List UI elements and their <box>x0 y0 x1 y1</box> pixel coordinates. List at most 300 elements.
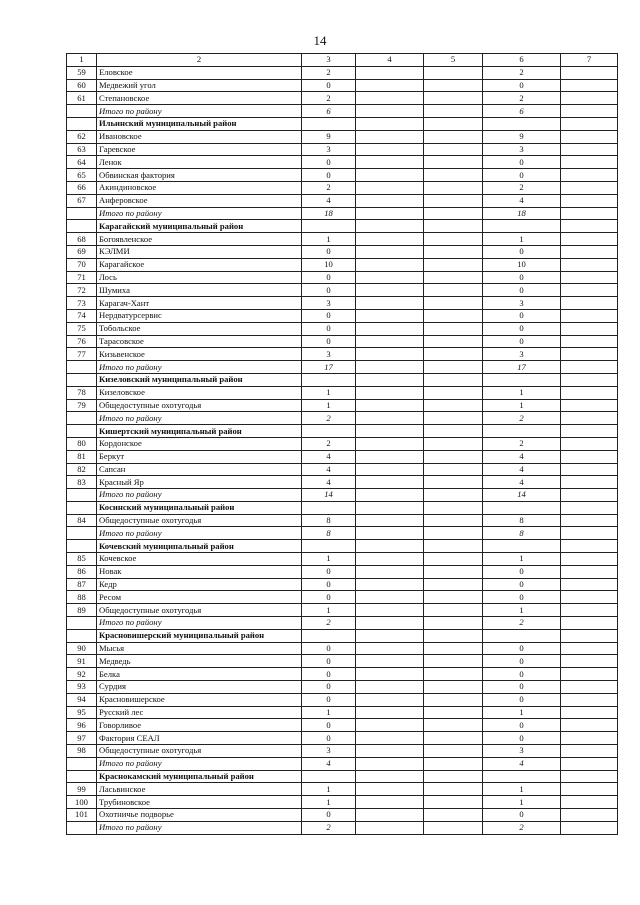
empty-cell <box>302 220 356 233</box>
col5-cell <box>424 604 483 617</box>
col5-cell <box>424 156 483 169</box>
ground-name: Кизеловское <box>97 386 302 399</box>
col5-cell <box>424 130 483 143</box>
col6-value: 3 <box>483 745 561 758</box>
table-row <box>67 194 618 207</box>
row-number-cell <box>67 770 97 783</box>
col7-cell <box>561 207 618 220</box>
col4-cell <box>356 181 424 194</box>
col3-value: 1 <box>302 796 356 809</box>
row-number: 86 <box>67 565 97 578</box>
col3-value: 8 <box>302 514 356 527</box>
col5-cell <box>424 181 483 194</box>
col4-cell <box>356 527 424 540</box>
empty-cell <box>356 540 424 553</box>
row-number: 96 <box>67 719 97 732</box>
table-row <box>67 463 618 476</box>
col7-cell <box>561 489 618 502</box>
district-name: Ильинский муниципальный район <box>97 117 302 130</box>
col6-value: 4 <box>483 450 561 463</box>
col6-value: 3 <box>483 297 561 310</box>
empty-cell <box>356 220 424 233</box>
empty-cell <box>483 425 561 438</box>
table-row <box>67 450 618 463</box>
col7-cell <box>561 745 618 758</box>
col6-value: 0 <box>483 169 561 182</box>
col6-value: 0 <box>483 335 561 348</box>
empty-cell <box>483 117 561 130</box>
col7-cell <box>561 617 618 630</box>
col5-cell <box>424 706 483 719</box>
row-number-cell <box>67 757 97 770</box>
col5-cell <box>424 655 483 668</box>
row-number: 64 <box>67 156 97 169</box>
empty-cell <box>561 117 618 130</box>
col3-value: 1 <box>302 233 356 246</box>
row-number: 69 <box>67 245 97 258</box>
total-col3: 8 <box>302 527 356 540</box>
district-header-row <box>67 220 618 233</box>
total-col6: 8 <box>483 527 561 540</box>
col3-value: 0 <box>302 668 356 681</box>
col5-cell <box>424 642 483 655</box>
row-number: 68 <box>67 233 97 246</box>
col7-cell <box>561 553 618 566</box>
col7-cell <box>561 578 618 591</box>
empty-cell <box>424 220 483 233</box>
ground-name: Гаревское <box>97 143 302 156</box>
col6-value: 0 <box>483 642 561 655</box>
total-col3: 2 <box>302 412 356 425</box>
col5-cell <box>424 578 483 591</box>
col4-cell <box>356 450 424 463</box>
row-number: 90 <box>67 642 97 655</box>
row-number: 91 <box>67 655 97 668</box>
column-header-row <box>67 54 618 67</box>
empty-cell <box>561 425 618 438</box>
col3-value: 0 <box>302 642 356 655</box>
district-header-row <box>67 770 618 783</box>
row-number: 89 <box>67 604 97 617</box>
row-number: 70 <box>67 258 97 271</box>
ground-name: Кедр <box>97 578 302 591</box>
col3-value: 3 <box>302 297 356 310</box>
ground-name: КЭЛМИ <box>97 245 302 258</box>
col5-cell <box>424 361 483 374</box>
row-number: 73 <box>67 297 97 310</box>
ground-name: Еловское <box>97 66 302 79</box>
col6-value: 0 <box>483 655 561 668</box>
col4-cell <box>356 105 424 118</box>
col5-cell <box>424 284 483 297</box>
col3-value: 1 <box>302 783 356 796</box>
ground-name: Карагайское <box>97 258 302 271</box>
table-row <box>67 642 618 655</box>
col5-cell <box>424 783 483 796</box>
table-row <box>67 681 618 694</box>
col6-value: 0 <box>483 322 561 335</box>
total-col6: 2 <box>483 617 561 630</box>
col6-value: 3 <box>483 143 561 156</box>
col4-cell <box>356 156 424 169</box>
col5-cell <box>424 66 483 79</box>
col3-value: 3 <box>302 143 356 156</box>
col4-cell <box>356 745 424 758</box>
col5-cell <box>424 92 483 105</box>
ground-name: Нердватурсервис <box>97 309 302 322</box>
col3-value: 0 <box>302 732 356 745</box>
row-number-cell <box>67 489 97 502</box>
col4-cell <box>356 591 424 604</box>
table-row <box>67 245 618 258</box>
col3-value: 0 <box>302 309 356 322</box>
empty-cell <box>424 425 483 438</box>
col5-cell <box>424 207 483 220</box>
col6-value: 0 <box>483 591 561 604</box>
ground-name: Тобольское <box>97 322 302 335</box>
column-header: 7 <box>561 54 618 67</box>
col6-value: 4 <box>483 476 561 489</box>
district-header-row <box>67 425 618 438</box>
row-number-cell <box>67 629 97 642</box>
col5-cell <box>424 489 483 502</box>
table-row <box>67 181 618 194</box>
col3-value: 3 <box>302 348 356 361</box>
col3-value: 2 <box>302 92 356 105</box>
table-row <box>67 476 618 489</box>
col7-cell <box>561 181 618 194</box>
col5-cell <box>424 79 483 92</box>
col3-value: 10 <box>302 258 356 271</box>
col4-cell <box>356 809 424 822</box>
col4-cell <box>356 757 424 770</box>
col3-value: 0 <box>302 335 356 348</box>
total-label: Итого по району <box>97 821 302 834</box>
col7-cell <box>561 565 618 578</box>
col5-cell <box>424 169 483 182</box>
row-number-cell <box>67 501 97 514</box>
col4-cell <box>356 821 424 834</box>
col6-value: 1 <box>483 783 561 796</box>
col3-value: 0 <box>302 565 356 578</box>
col5-cell <box>424 809 483 822</box>
col6-value: 1 <box>483 386 561 399</box>
col6-value: 0 <box>483 156 561 169</box>
total-col3: 2 <box>302 617 356 630</box>
col4-cell <box>356 258 424 271</box>
empty-cell <box>483 629 561 642</box>
col7-cell <box>561 757 618 770</box>
col3-value: 1 <box>302 604 356 617</box>
col7-cell <box>561 476 618 489</box>
row-number: 59 <box>67 66 97 79</box>
row-number: 60 <box>67 79 97 92</box>
col6-value: 1 <box>483 233 561 246</box>
col7-cell <box>561 92 618 105</box>
col7-cell <box>561 668 618 681</box>
col7-cell <box>561 693 618 706</box>
ground-name: Общедоступные охотугодья <box>97 745 302 758</box>
empty-cell <box>424 117 483 130</box>
col6-value: 0 <box>483 565 561 578</box>
col6-value: 2 <box>483 66 561 79</box>
total-col3: 17 <box>302 361 356 374</box>
ground-name: Степановское <box>97 92 302 105</box>
row-number-cell <box>67 540 97 553</box>
col7-cell <box>561 783 618 796</box>
ground-name: Фактория СЕАЛ <box>97 732 302 745</box>
ground-name: Кизьвенское <box>97 348 302 361</box>
col7-cell <box>561 821 618 834</box>
col3-value: 0 <box>302 809 356 822</box>
district-name: Кизеловский муниципальный район <box>97 373 302 386</box>
row-number: 95 <box>67 706 97 719</box>
hunting-grounds-table <box>66 53 618 835</box>
total-col6: 6 <box>483 105 561 118</box>
row-number: 81 <box>67 450 97 463</box>
col6-value: 2 <box>483 92 561 105</box>
ground-name: Красновишерское <box>97 693 302 706</box>
col4-cell <box>356 130 424 143</box>
col7-cell <box>561 386 618 399</box>
ground-name: Беркут <box>97 450 302 463</box>
empty-cell <box>561 373 618 386</box>
col4-cell <box>356 143 424 156</box>
ground-name: Мысья <box>97 642 302 655</box>
district-name: Кишертский муниципальный район <box>97 425 302 438</box>
row-number: 98 <box>67 745 97 758</box>
col6-value: 0 <box>483 271 561 284</box>
col4-cell <box>356 412 424 425</box>
col3-value: 2 <box>302 66 356 79</box>
col7-cell <box>561 463 618 476</box>
empty-cell <box>561 540 618 553</box>
col7-cell <box>561 348 618 361</box>
col7-cell <box>561 66 618 79</box>
col4-cell <box>356 309 424 322</box>
table-row <box>67 783 618 796</box>
total-col3: 2 <box>302 821 356 834</box>
total-label: Итого по району <box>97 207 302 220</box>
empty-cell <box>356 770 424 783</box>
district-total-row <box>67 412 618 425</box>
total-label: Итого по району <box>97 617 302 630</box>
col4-cell <box>356 233 424 246</box>
col5-cell <box>424 194 483 207</box>
total-col3: 6 <box>302 105 356 118</box>
empty-cell <box>356 629 424 642</box>
col5-cell <box>424 514 483 527</box>
col7-cell <box>561 450 618 463</box>
col7-cell <box>561 143 618 156</box>
empty-cell <box>356 117 424 130</box>
col4-cell <box>356 361 424 374</box>
col5-cell <box>424 322 483 335</box>
page-number: 14 <box>313 33 327 48</box>
col5-cell <box>424 105 483 118</box>
row-number: 63 <box>67 143 97 156</box>
col4-cell <box>356 92 424 105</box>
col6-value: 0 <box>483 668 561 681</box>
col3-value: 0 <box>302 578 356 591</box>
row-number: 82 <box>67 463 97 476</box>
col5-cell <box>424 335 483 348</box>
table-row <box>67 92 618 105</box>
col3-value: 1 <box>302 553 356 566</box>
col3-value: 4 <box>302 450 356 463</box>
col3-value: 9 <box>302 130 356 143</box>
col5-cell <box>424 681 483 694</box>
col5-cell <box>424 527 483 540</box>
ground-name: Охотничье подворье <box>97 809 302 822</box>
col5-cell <box>424 450 483 463</box>
ground-name: Лось <box>97 271 302 284</box>
col4-cell <box>356 642 424 655</box>
col3-value: 1 <box>302 386 356 399</box>
col4-cell <box>356 322 424 335</box>
col4-cell <box>356 437 424 450</box>
col4-cell <box>356 553 424 566</box>
ground-name: Русский лес <box>97 706 302 719</box>
col7-cell <box>561 591 618 604</box>
district-total-row <box>67 527 618 540</box>
table-row <box>67 258 618 271</box>
total-label: Итого по району <box>97 489 302 502</box>
row-number: 72 <box>67 284 97 297</box>
table-row <box>67 514 618 527</box>
ground-name: Кордонское <box>97 437 302 450</box>
ground-name: Новак <box>97 565 302 578</box>
total-col3: 18 <box>302 207 356 220</box>
col5-cell <box>424 719 483 732</box>
row-number-cell <box>67 527 97 540</box>
row-number: 78 <box>67 386 97 399</box>
col5-cell <box>424 271 483 284</box>
col7-cell <box>561 297 618 310</box>
empty-cell <box>356 373 424 386</box>
col5-cell <box>424 143 483 156</box>
row-number: 93 <box>67 681 97 694</box>
col3-value: 0 <box>302 655 356 668</box>
col4-cell <box>356 693 424 706</box>
district-header-row <box>67 540 618 553</box>
col7-cell <box>561 79 618 92</box>
row-number: 100 <box>67 796 97 809</box>
ground-name: Ресом <box>97 591 302 604</box>
table-row <box>67 809 618 822</box>
table-row <box>67 156 618 169</box>
col3-value: 0 <box>302 681 356 694</box>
column-header: 4 <box>356 54 424 67</box>
ground-name: Сапсан <box>97 463 302 476</box>
row-number-cell <box>67 373 97 386</box>
col7-cell <box>561 514 618 527</box>
ground-name: Обвинская фактория <box>97 169 302 182</box>
col7-cell <box>561 681 618 694</box>
table-row <box>67 565 618 578</box>
total-label: Итого по району <box>97 412 302 425</box>
row-number-cell <box>67 207 97 220</box>
empty-cell <box>483 540 561 553</box>
empty-cell <box>302 540 356 553</box>
table-row <box>67 693 618 706</box>
empty-cell <box>302 501 356 514</box>
col5-cell <box>424 463 483 476</box>
col3-value: 0 <box>302 245 356 258</box>
col5-cell <box>424 591 483 604</box>
col7-cell <box>561 194 618 207</box>
district-header-row <box>67 629 618 642</box>
col6-value: 0 <box>483 732 561 745</box>
col4-cell <box>356 79 424 92</box>
empty-cell <box>561 770 618 783</box>
col7-cell <box>561 284 618 297</box>
col6-value: 0 <box>483 719 561 732</box>
col3-value: 0 <box>302 284 356 297</box>
total-col6: 2 <box>483 412 561 425</box>
col7-cell <box>561 706 618 719</box>
col7-cell <box>561 258 618 271</box>
col5-cell <box>424 565 483 578</box>
table-row <box>67 335 618 348</box>
col4-cell <box>356 706 424 719</box>
col6-value: 1 <box>483 604 561 617</box>
col6-value: 0 <box>483 245 561 258</box>
col7-cell <box>561 169 618 182</box>
col4-cell <box>356 66 424 79</box>
col7-cell <box>561 809 618 822</box>
col3-value: 2 <box>302 181 356 194</box>
col6-value: 8 <box>483 514 561 527</box>
row-number-cell <box>67 220 97 233</box>
col3-value: 4 <box>302 476 356 489</box>
col7-cell <box>561 719 618 732</box>
district-name: Кочевский муниципальный район <box>97 540 302 553</box>
col4-cell <box>356 207 424 220</box>
row-number: 67 <box>67 194 97 207</box>
empty-cell <box>483 220 561 233</box>
column-header: 2 <box>97 54 302 67</box>
col5-cell <box>424 693 483 706</box>
empty-cell <box>424 501 483 514</box>
col6-value: 0 <box>483 578 561 591</box>
col4-cell <box>356 489 424 502</box>
col6-value: 0 <box>483 79 561 92</box>
col3-value: 0 <box>302 322 356 335</box>
row-number: 99 <box>67 783 97 796</box>
table-row <box>67 604 618 617</box>
col3-value: 4 <box>302 463 356 476</box>
empty-cell <box>483 501 561 514</box>
empty-cell <box>356 501 424 514</box>
column-header: 3 <box>302 54 356 67</box>
col4-cell <box>356 565 424 578</box>
col5-cell <box>424 476 483 489</box>
district-header-row <box>67 501 618 514</box>
col3-value: 0 <box>302 79 356 92</box>
row-number: 79 <box>67 399 97 412</box>
table-row <box>67 284 618 297</box>
district-total-row <box>67 489 618 502</box>
ground-name: Карагач-Хант <box>97 297 302 310</box>
ground-name: Медведь <box>97 655 302 668</box>
col4-cell <box>356 463 424 476</box>
col4-cell <box>356 335 424 348</box>
col5-cell <box>424 553 483 566</box>
table-row <box>67 169 618 182</box>
total-col6: 14 <box>483 489 561 502</box>
empty-cell <box>424 770 483 783</box>
